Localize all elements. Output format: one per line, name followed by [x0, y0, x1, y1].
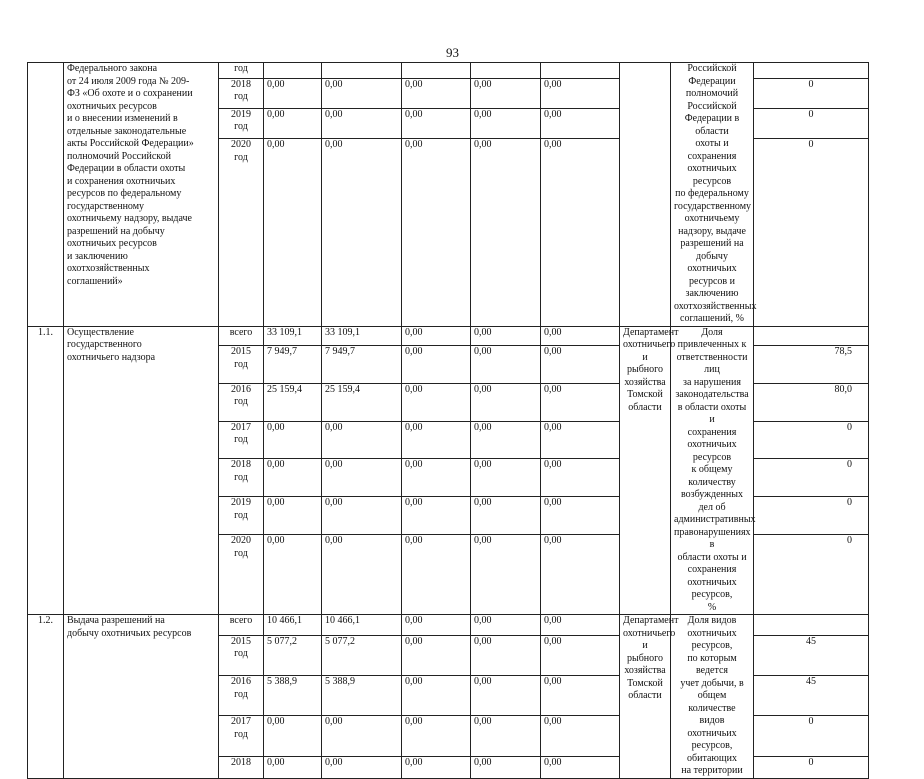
funding-value: 33 109,1	[322, 326, 402, 346]
funding-value: 0,00	[322, 497, 402, 535]
year-label: год	[219, 63, 264, 79]
target-value: 0	[754, 108, 869, 138]
year-label: 2017 год	[219, 421, 264, 459]
funding-value: 0,00	[541, 346, 620, 384]
funding-value: 0,00	[322, 459, 402, 497]
year-label: 2016 год	[219, 676, 264, 716]
responsible-department: Департамент охотничьего и рыбного хозяйства Томской области	[620, 326, 671, 615]
funding-value: 0,00	[471, 108, 541, 138]
funding-value: 0,00	[541, 756, 620, 778]
funding-value: 0,00	[402, 459, 471, 497]
funding-value: 25 159,4	[264, 383, 322, 421]
funding-value	[402, 63, 471, 79]
target-value: 0	[754, 139, 869, 326]
funding-value: 0,00	[471, 421, 541, 459]
funding-value: 0,00	[471, 716, 541, 756]
funding-value: 0,00	[402, 716, 471, 756]
funding-value: 0,00	[471, 326, 541, 346]
year-label: 2015 год	[219, 346, 264, 384]
funding-value: 0,00	[402, 535, 471, 615]
funding-value: 0,00	[402, 676, 471, 716]
funding-value: 0,00	[402, 78, 471, 108]
year-label: 2020 год	[219, 535, 264, 615]
funding-value: 0,00	[471, 459, 541, 497]
funding-value: 0,00	[322, 535, 402, 615]
funding-value: 0,00	[471, 615, 541, 636]
funding-value: 0,00	[402, 615, 471, 636]
funding-value	[264, 63, 322, 79]
funding-value: 0,00	[264, 108, 322, 138]
funding-value: 0,00	[471, 383, 541, 421]
target-value: 0	[754, 535, 869, 615]
target-value: 45	[754, 676, 869, 716]
funding-value: 10 466,1	[264, 615, 322, 636]
funding-value: 0,00	[264, 421, 322, 459]
funding-value: 0,00	[322, 139, 402, 326]
item-number: 1.1.	[28, 326, 64, 615]
funding-value: 0,00	[322, 78, 402, 108]
funding-value: 0,00	[264, 78, 322, 108]
year-label: 2020 год	[219, 139, 264, 326]
funding-value	[541, 63, 620, 79]
funding-value: 0,00	[541, 108, 620, 138]
responsible-department	[620, 63, 671, 327]
year-label: 2017 год	[219, 716, 264, 756]
funding-value: 0,00	[402, 756, 471, 778]
funding-value: 0,00	[471, 497, 541, 535]
funding-value: 7 949,7	[322, 346, 402, 384]
funding-value: 0,00	[471, 78, 541, 108]
indicator-name: Доля привлеченных к ответственности лиц за нарушения законодательства в области охоты и сохранения охотничьих ресурсов к общему количеству возбужденных дел об административных правонарушениях в области охоты и сохранения охотничьих ресурсов, %	[671, 326, 754, 615]
funding-value: 0,00	[541, 139, 620, 326]
funding-value: 0,00	[471, 139, 541, 326]
funding-value: 0,00	[471, 756, 541, 778]
table-row	[28, 63, 924, 79]
funding-value: 0,00	[402, 497, 471, 535]
funding-value: 0,00	[402, 421, 471, 459]
funding-value: 0,00	[541, 635, 620, 675]
funding-value: 0,00	[471, 535, 541, 615]
target-value: 45	[754, 635, 869, 675]
funding-value: 0,00	[541, 78, 620, 108]
target-value: 0	[754, 716, 869, 756]
funding-value: 0,00	[402, 346, 471, 384]
table-row	[28, 615, 924, 636]
item-number	[28, 63, 64, 327]
indicator-name: Доля видов охотничьих ресурсов, по которым ведется учет добычи, в общем количестве видов охотничьих ресурсов, обитающих на территории	[671, 615, 754, 779]
year-label: 2018	[219, 756, 264, 778]
funding-value: 0,00	[402, 383, 471, 421]
target-value: 0	[754, 459, 869, 497]
funding-value: 0,00	[541, 615, 620, 636]
target-value: 78,5	[754, 346, 869, 384]
page-number: 93	[446, 45, 459, 60]
funding-value: 0,00	[541, 716, 620, 756]
funding-value: 0,00	[471, 346, 541, 384]
funding-value: 5 077,2	[322, 635, 402, 675]
item-description: Федерального закона от 24 июля 2009 года № 209- ФЗ «Об охоте и о сохранении охотничьих ресурсов и о внесении изменений в отдельные законодательные акты Российской Федерации» полномочий Российской Федерации в области охоты и сохранения охотничьих ресурсов по федеральному государственному охотничьему надзору, выдаче разрешений на добычу охотничьих ресурсов и заключению охотхозяйственных соглашений»	[64, 63, 219, 327]
funding-value	[471, 63, 541, 79]
responsible-department: Департамент охотничьего и рыбного хозяйства Томской области	[620, 615, 671, 779]
funding-value: 5 077,2	[264, 635, 322, 675]
year-label: 2016 год	[219, 383, 264, 421]
table-row	[28, 326, 924, 346]
funding-value: 0,00	[402, 139, 471, 326]
indicator-name: Российской Федерации полномочий Российской Федерации в области охоты и сохранения охотничьих ресурсов по федеральному государственному охотничьему надзору, выдаче разрешений на добычу охотничьих ресурсов и заключению охотхозяйственных соглашений, %	[671, 63, 754, 327]
target-value	[754, 63, 869, 79]
funding-value: 0,00	[541, 459, 620, 497]
year-label: 2018 год	[219, 78, 264, 108]
item-number: 1.2.	[28, 615, 64, 779]
funding-value	[322, 63, 402, 79]
funding-value: 0,00	[264, 497, 322, 535]
funding-value: 0,00	[322, 716, 402, 756]
funding-value: 0,00	[264, 459, 322, 497]
funding-value: 0,00	[264, 139, 322, 326]
funding-value: 5 388,9	[322, 676, 402, 716]
funding-value: 0,00	[541, 676, 620, 716]
target-value	[754, 326, 869, 346]
program-table	[27, 62, 924, 779]
item-description: Осуществление государственного охотничьего надзора	[64, 326, 219, 615]
funding-value: 0,00	[541, 326, 620, 346]
funding-value: 0,00	[264, 756, 322, 778]
funding-value: 0,00	[264, 716, 322, 756]
funding-value: 0,00	[402, 635, 471, 675]
target-value: 80,0	[754, 383, 869, 421]
year-label: всего	[219, 615, 264, 636]
funding-value: 33 109,1	[264, 326, 322, 346]
funding-value: 0,00	[471, 635, 541, 675]
funding-value: 5 388,9	[264, 676, 322, 716]
funding-value: 0,00	[264, 535, 322, 615]
target-value: 0	[754, 421, 869, 459]
year-label: 2019 год	[219, 497, 264, 535]
funding-value: 0,00	[541, 421, 620, 459]
funding-value: 10 466,1	[322, 615, 402, 636]
funding-value: 0,00	[541, 497, 620, 535]
item-description: Выдача разрешений на добычу охотничьих ресурсов	[64, 615, 219, 779]
target-value: 0	[754, 497, 869, 535]
year-label: всего	[219, 326, 264, 346]
funding-value: 0,00	[541, 383, 620, 421]
funding-value: 7 949,7	[264, 346, 322, 384]
funding-value: 0,00	[541, 535, 620, 615]
funding-value: 0,00	[402, 326, 471, 346]
funding-value: 0,00	[322, 421, 402, 459]
year-label: 2018 год	[219, 459, 264, 497]
funding-value: 0,00	[471, 676, 541, 716]
target-value: 0	[754, 78, 869, 108]
year-label: 2015 год	[219, 635, 264, 675]
funding-value: 0,00	[322, 108, 402, 138]
funding-value: 0,00	[322, 756, 402, 778]
funding-value: 0,00	[402, 108, 471, 138]
target-value: 0	[754, 756, 869, 778]
funding-value: 25 159,4	[322, 383, 402, 421]
year-label: 2019 год	[219, 108, 264, 138]
target-value	[754, 615, 869, 636]
